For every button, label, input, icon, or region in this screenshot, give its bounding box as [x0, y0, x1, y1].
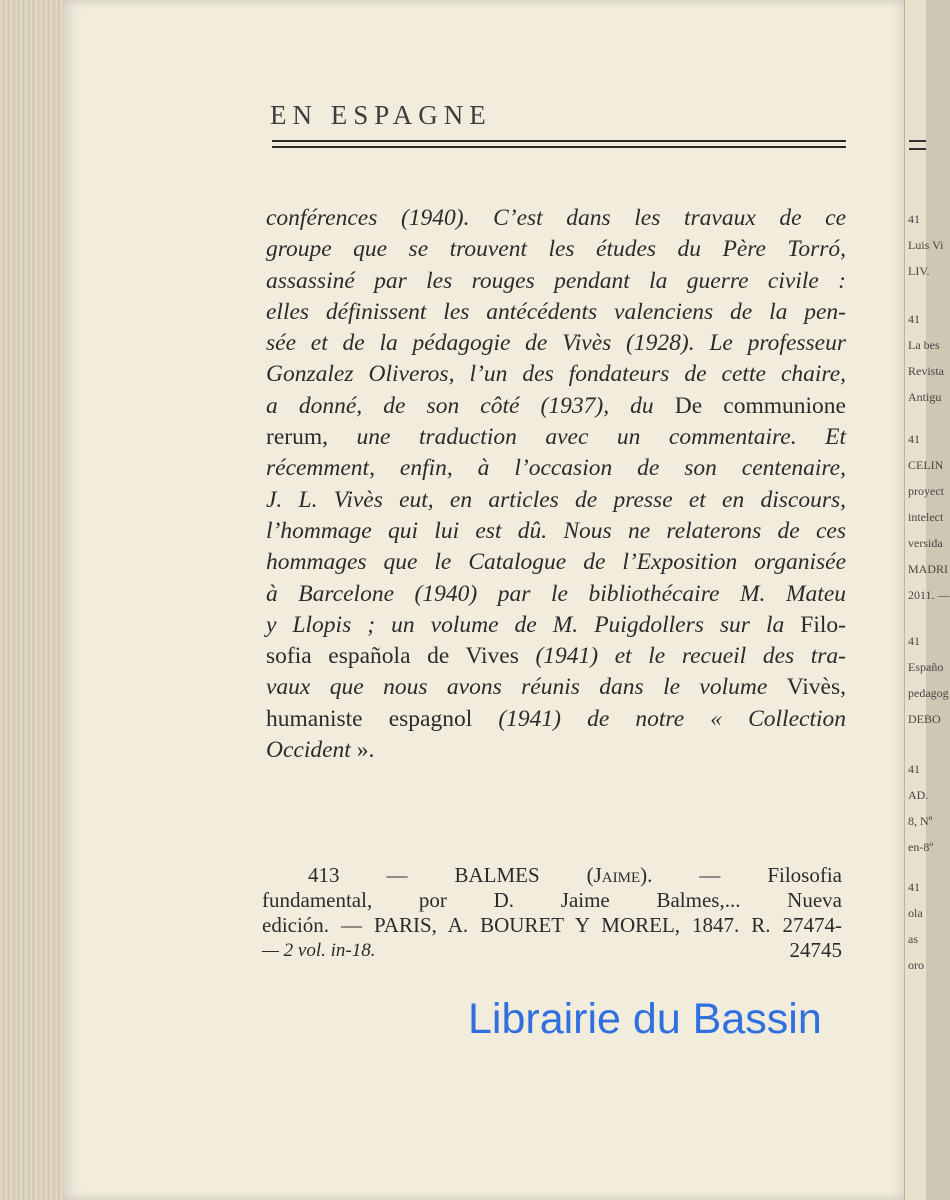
adjacent-page-rule — [909, 140, 926, 150]
entry-line: edición. — PARIS, A. BOURET Y MOREL, 1847. R. 27474- — [262, 913, 842, 937]
body-line: elles définissent les antécédents valenciens de la pen- — [266, 298, 846, 325]
adjacent-fragment: as — [908, 932, 918, 946]
adjacent-fragment: intelect — [908, 510, 944, 524]
body-line: a donné, de son côté (1937), du De communione — [266, 392, 846, 419]
body-paragraph — [266, 203, 846, 766]
adjacent-fragment: 41 — [908, 432, 920, 446]
body-line: vaux que nous avons réunis dans le volume Vivès, — [266, 674, 846, 701]
adjacent-fragment: 41 — [908, 212, 920, 226]
body-line: hommages que le Catalogue de l’Exposition organisée — [266, 549, 846, 576]
adjacent-fragment: AD. — [908, 788, 929, 802]
body-line: conférences (1940). C’est dans les travaux de ce — [266, 205, 846, 231]
adjacent-fragment: versida — [908, 536, 943, 550]
adjacent-fragment: DEBO — [908, 712, 941, 726]
body-line: sée et de la pédagogie de Vivès (1928). Le professeur — [266, 330, 846, 357]
adjacent-fragment: Luis Vi — [908, 238, 944, 252]
bibliographic-entry — [262, 863, 842, 963]
body-line: humaniste espagnol (1941) de notre « Collection — [266, 705, 846, 732]
adjacent-fragment: Revista — [908, 364, 944, 378]
work-title-roman: sofia española de Vives — [266, 643, 519, 670]
adjacent-page-edge — [904, 0, 950, 1200]
work-title-roman: humaniste espagnol — [266, 705, 473, 732]
entry-number: 413 — [308, 863, 340, 887]
watermark: Librairie du Bassin — [468, 995, 822, 1043]
body-line: rerum, une traduction avec un commentaire. Et — [266, 424, 846, 451]
adjacent-fragment: CELIN — [908, 458, 944, 472]
running-head: EN ESPAGNE — [270, 100, 492, 130]
entry-line: 413 — BALMES (Jaime). — Filosofia — [308, 863, 842, 887]
book-page-edges — [0, 0, 62, 1200]
adjacent-fragment: 41 — [908, 634, 920, 648]
double-rule — [272, 140, 846, 148]
body-line: récemment, enfin, à l’occasion de son centenaire, — [266, 455, 846, 482]
work-title-roman: Vivès, — [786, 674, 846, 701]
adjacent-fragment: LIV. — [908, 264, 930, 278]
adjacent-fragment: Españo — [908, 660, 944, 674]
body-line: J. L. Vivès eut, en articles de presse et en discours, — [266, 486, 846, 513]
adjacent-fragment: Antigu — [908, 390, 942, 404]
entry-line: 24745 — [789, 938, 842, 962]
entry-line: — 2 vol. in-18. — [262, 940, 376, 961]
body-line: à Barcelone (1940) par le bibliothécaire M. Mateu — [266, 580, 846, 607]
adjacent-fragment: pedagog — [908, 686, 949, 700]
work-title-roman: De communione — [674, 392, 846, 419]
body-line: Gonzalez Oliveros, l’un des fondateurs de cette chaire, — [266, 361, 846, 388]
body-line: y Llopis ; un volume de M. Puigdollers sur la Filo- — [266, 611, 846, 638]
adjacent-fragment: ola — [908, 906, 923, 920]
body-line: groupe que se trouvent les études du Père Torró, — [266, 236, 846, 263]
adjacent-fragment: 41 — [908, 880, 920, 894]
adjacent-fragment: oro — [908, 958, 924, 972]
adjacent-fragment: en-8º — [908, 840, 934, 854]
body-line: assassiné par les rouges pendant la guerre civile : — [266, 267, 846, 294]
adjacent-fragment: La bes — [908, 338, 940, 352]
adjacent-fragment: proyect — [908, 484, 944, 498]
body-line: sofia española de Vives (1941) et le recueil des tra- — [266, 643, 846, 670]
work-title-roman: Filo- — [800, 611, 846, 638]
body-line: Occident ». — [266, 737, 375, 764]
adjacent-fragment: 41 — [908, 312, 920, 326]
adjacent-fragment: MADRI — [908, 562, 949, 576]
entry-line: fundamental, por D. Jaime Balmes,... Nueva — [262, 888, 842, 912]
adjacent-fragment: 2011. — — [908, 588, 950, 602]
work-title-roman: rerum, — [266, 424, 328, 451]
adjacent-fragment: 8, Nº — [908, 814, 933, 828]
adjacent-fragment: 41 — [908, 762, 920, 776]
body-line: l’hommage qui lui est dû. Nous ne relaterons de ces — [266, 517, 846, 544]
